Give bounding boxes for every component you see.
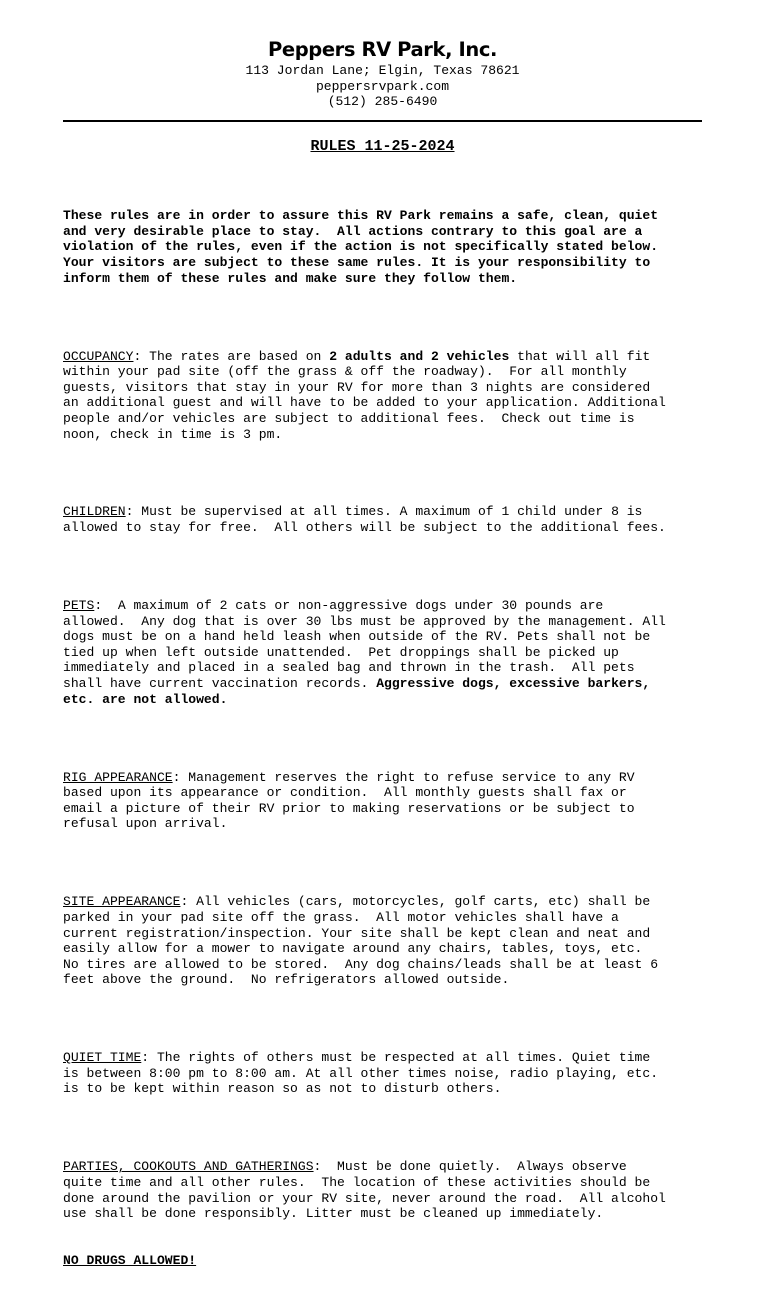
rules-title: RULES 11-25-2024 [310, 138, 455, 155]
section-rig-appearance [63, 770, 708, 832]
company-phone: (512) 285-6490 [327, 94, 438, 109]
section-label: OCCUPANCY [63, 348, 134, 364]
section-emphasis: 2 adults and 2 vehicles [329, 348, 510, 364]
intro-paragraph: These rules are in order to assure this RV Park remains a safe, clean, quiet and very desirable place to stay. All actions contrary to this goal are a violation of the rules, even if the action is not specifically stated below. Your visitors are subject to these same rules. It is your responsibility to inform them of these rules and make sure they follow them. [63, 208, 659, 286]
section-text: : All vehicles (cars, motorcycles, golf carts, etc) shall be parked in your pad site off the grass. All motor vehicles shall have a current registration/inspection. Your site shall be kept clean and neat and easily allow for a mower to navigate around any chairs, tables, toys, etc. No tires are allowed to be stored. Any dog chains/leads shall be at least 6 feet above the ground. No refrigerators allowed outside. [63, 894, 659, 988]
section-emphasis: Aggressive dogs, excessive barkers, etc. are not allowed. [63, 676, 651, 707]
section-text: : Must be supervised at all times. A maximum of 1 child under 8 is allowed to stay for free. All others will be subject to the additional fees. [63, 504, 666, 536]
section-label: QUIET TIME [63, 1050, 142, 1066]
section-label: PETS [63, 598, 95, 614]
company-website: peppersrvpark.com [315, 78, 450, 94]
section-quiet-time [63, 1050, 708, 1097]
section-text: : The rates are based on [133, 348, 330, 364]
section-text: that will all fit within your pad site (off the grass & off the roadway). For all monthly guests, visitors that stay in your RV for more than 3 nights are considered an additional guest and will have to be added to your application. Additional people and/or vehicles are subject to additional fees. Check out time is noon, check in time is 3 pm. [63, 348, 666, 442]
rules-body [63, 177, 708, 1300]
section-site-appearance [63, 894, 708, 988]
section-occupancy [63, 349, 708, 443]
company-name: Peppers RV Park, Inc. [268, 38, 497, 61]
header-divider [63, 120, 702, 122]
section-label: PARTIES, COOKOUTS AND GATHERINGS [63, 1159, 314, 1175]
section-text: : Must be done quietly. Always observe quite time and all other rules. The location of these activities should be done around the pavilion or your RV site, never around the road. All alcohol use shall be done responsibly. Litter must be cleaned up immediately. [63, 1159, 666, 1222]
section-label: CHILDREN [63, 504, 126, 520]
section-text: : A maximum of 2 cats or non-aggressive dogs under 30 pounds are allowed. Any dog that is over 30 lbs must be approved by the management. All dogs must be on a hand held leash when outside of the RV. Pets shall not be tied up when left outside unattended. Pet droppings shall be picked up immediately and placed in a sealed bag and thrown in the trash. All pets shall have current vaccination records. [63, 598, 666, 691]
no-drugs-notice: NO DRUGS ALLOWED! [63, 1252, 197, 1268]
section-children [63, 504, 708, 535]
section-label: RIG APPEARANCE [63, 769, 173, 785]
section-pets [63, 598, 708, 707]
section-text: : Management reserves the right to refuse service to any RV based upon its appearance or condition. All monthly guests shall fax or email a picture of their RV prior to making reservations or be subject to refusal upon arrival. [63, 769, 635, 832]
section-label: SITE APPEARANCE [63, 894, 181, 910]
company-address: 113 Jordan Lane; Elgin, Texas 78621 [245, 63, 520, 78]
section-parties [63, 1159, 708, 1221]
section-text: : The rights of others must be respected at all times. Quiet time is between 8:00 pm to 8:00 am. At all other times noise, radio playing, etc. is to be kept within reason so as not to disturb others. [63, 1050, 659, 1097]
